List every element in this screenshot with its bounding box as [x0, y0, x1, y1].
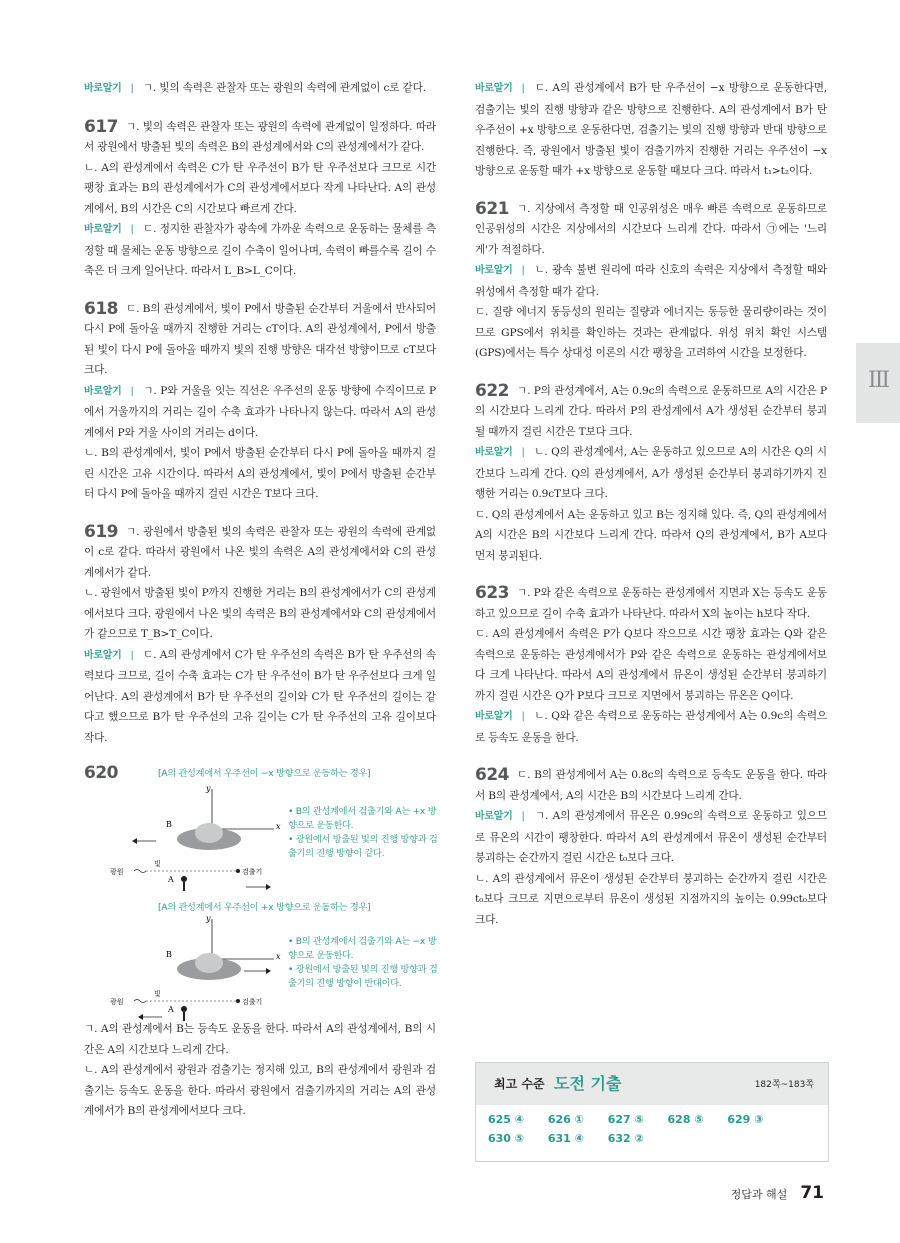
solution-617: 617 ㄱ. 빛의 속력은 관찰자 또는 광원의 속력에 관계없이 일정하다. 따라서 광원에서 방출된 빛의 속력은 B의 관성계에서와 C의 관성계에서가 같다. ㄴ. A의 관성계에서 속력은 C가 탄 우주선이 B가 탄 우주선보다 크므로 시간 팽창 효과는 B의 관성계에서가 C의 관성계에서보다 작게 나타난다. A의 관성계에서, B의 시간은 C의 시간보다 빠르게 간다. 바로알기 | ㄷ. 정지한 관찰자가 광속에 가까운 속력으로 운동하는 물체를 측정할 때 물체는 운동 방향으로 길이 수축이 일어나며, 속력이 빠를수록 길이 수축은 더 크게 일어난다. 따라서 L_B>L_C이다.	[84, 116, 436, 277]
solution-text: ㄴ. 광원에서 방출된 빛이 P까지 진행한 거리는 B의 관성계에서가 C의 관성계에서보다 크다. 광원에서 나온 빛의 속력은 B의 관성계에서와 C의 관성계에서가 같으므로 T_B>T_C이다.	[84, 587, 436, 640]
problem-number: 619	[84, 521, 118, 542]
solution-text: ㄴ. A의 관성계에서 뮤온이 생성된 순간부터 붕괴하는 순간까지 걸린 시간은 t₀보다 크므로 지면으로부터 뮤온이 생성된 지점까지의 높이는 0.99ct₀보다 크다.	[475, 872, 827, 926]
correction-tag: 바로알기	[84, 649, 122, 661]
solution-text: ㄴ. 광속 불변 원리에 따라 신호의 속력은 지상에서 측정할 때와 위성에서 측정할 때가 같다.	[475, 264, 828, 298]
left-column	[84, 78, 436, 1122]
solution-text: ㄷ. Q의 관성계에서 A는 운동하고 있고 B는 정지해 있다. 즉, Q의 관성계에서 A의 시간은 B의 시간보다 느리게 간다. 따라서 Q의 관성계에서, B가 A보다 먼저 붕괴된다.	[475, 508, 827, 562]
observer-b-label: B	[166, 950, 172, 959]
diagram-note	[288, 805, 438, 861]
solution-text: ㄷ. A의 관성계에서 속력은 P가 Q보다 작으므로 시간 팽창 효과는 Q와 같은 속력으로 운동하는 관성계에서가 P와 같은 속력으로 운동하는 관성계에서보다 크게 나타난다. 따라서 A의 관성계에서 뮤온이 생성된 순간부터 붕괴하기까지 걸린 시간은 Q가 P보다 크므로 지면에서 붕괴하는 뮤온은 Q이다.	[475, 628, 827, 702]
solution-text: ㄴ. Q의 관성계에서, A는 운동하고 있으므로 A의 시간은 Q의 시간보다 느리게 간다. Q의 관성계에서, A가 생성된 순간부터 붕괴하기까지 진행한 거리는 0.9cT보다 크다.	[475, 446, 827, 500]
correction-tag: 바로알기	[84, 224, 122, 235]
answer-item: 630 ⑤	[488, 1132, 525, 1145]
solution-text: ㄱ. 빛의 속력은 관찰자 또는 광원의 속력에 관계없이 c로 같다.	[142, 82, 426, 94]
solution-text: ㄱ. A의 관성계에서 B는 등속도 운동을 한다. 따라서 A의 관성계에서, B의 시간은 A의 시간보다 느리게 간다.	[84, 1023, 436, 1056]
answer-item: 628 ⑤	[667, 1113, 704, 1126]
problem-number: 622	[475, 380, 509, 401]
answer-list	[488, 1113, 818, 1151]
answer-item: 632 ②	[607, 1132, 644, 1145]
problem-number: 617	[84, 116, 118, 137]
page-range: 182쪽~183쪽	[754, 1080, 814, 1090]
y-axis-label: y	[206, 914, 211, 923]
answer-box-header	[476, 1063, 828, 1105]
right-column	[475, 78, 827, 945]
solution-text: ㄴ. A의 관성계에서 광원과 검출기는 정지해 있고, B의 관성계에서 광원과 검출기는 등속도 운동을 한다. 따라서 광원에서 검출기까지의 거리는 A의 관성계에서가 B의 관성계에서보다 크다.	[84, 1064, 436, 1117]
solution-618: 618 ㄷ. B의 관성계에서, 빛이 P에서 방출된 순간부터 거울에서 반사되어 다시 P에 돌아올 때까지 진행한 거리는 cT이다. A의 관성계에서, P에서 방출된 빛이 다시 P에 돌아올 때까지 빛의 진행 방향은 대각선 방향이므로 cT보다 크다. 바로알기 | ㄱ. P와 거울을 잇는 직선은 우주선의 운동 방향에 수직이므로 P에서 거울까지의 거리는 길이 수축 효과가 나타나지 않는다. 따라서 A의 관성계에서 P와 거울 사이의 거리는 d이다. ㄴ. B의 관성계에서, 빛이 P에서 방출된 순간부터 다시 P에 돌아올 때까지 걸린 시간은 고유 시간이다. 따라서 A의 관성계에서, 빛이 P에서 방출된 순간부터 다시 P에 돌아올 때까지 걸린 시간은 T보다 크다.	[84, 297, 436, 505]
page-number: 71	[800, 1183, 824, 1203]
correction-tag: 바로알기	[475, 83, 513, 94]
solution-text: ㄱ. 지상에서 측정할 때 인공위성은 매우 빠른 속력으로 운동하므로 인공위성의 시간은 지상에서의 시간보다 느리게 간다. 따라서 ㉠에는 '느리게'가 적절하다.	[475, 202, 827, 256]
solution-624: 624 ㄷ. B의 관성계에서 A는 0.8c의 속력으로 등속도 운동을 한다. 따라서 B의 관성계에서, A의 시간은 B의 시간보다 느리게 간다. 바로알기 | ㄱ. A의 관성계에서 뮤온은 0.99c의 속력으로 운동하고 있으므로 뮤온의 시간이 팽창한다. 따라서 A의 관성계에서 뮤온이 생성된 순간부터 붕괴하는 순간까지 걸린 시간은 t₀보다 크다. ㄴ. A의 관성계에서 뮤온이 생성된 순간부터 붕괴하는 순간까지 걸린 시간은 t₀보다 크므로 지면으로부터 뮤온이 생성된 지점까지의 높이는 0.99ct₀보다 크다.	[475, 763, 827, 930]
observer-a-label: A	[168, 1005, 174, 1014]
page-footer	[731, 1183, 824, 1203]
light-label: 빛	[154, 860, 161, 868]
relativity-diagram	[84, 763, 436, 1019]
light-source-label: 광원	[110, 868, 124, 876]
correction-tag: 바로알기	[475, 711, 513, 722]
solution-text: ㄱ. P와 같은 속력으로 운동하는 관성계에서 지면과 X는 등속도 운동하고 있으므로 길이 수축 효과가 나타난다. 따라서 X의 높이는 h보다 작다.	[475, 587, 827, 620]
challenge-answer-box	[475, 1062, 829, 1162]
diagram-caption: [A의 관성계에서 우주선이 +x 방향으로 운동하는 경우]	[158, 902, 371, 913]
solution-text: ㄷ. 질량 에너지 동등성의 원리는 질량과 에너지는 동등한 물리량이라는 것이므로 GPS에서 위치를 확인하는 것과는 관계없다. 위성 위치 확인 시스템(GPS)에서는 특수 상대성 이론의 시간 팽창을 고려하여 시간을 보정한다.	[475, 306, 827, 359]
solution-text: ㄷ. B의 관성계에서 A는 0.8c의 속력으로 등속도 운동을 한다. 따라서 B의 관성계에서, A의 시간은 B의 시간보다 느리게 간다.	[475, 769, 827, 802]
correction-tag: 바로알기	[84, 385, 122, 397]
solution-text: ㄷ. A의 관성계에서 B가 탄 우주선이 −x 방향으로 운동한다면, 검출기는 빛의 진행 방향과 같은 방향으로 진행한다. A의 관성계에서 B가 탄 우주선이 +x 방향으로 운동한다면, 검출기는 빛의 진행 방향과 반대 방향으로 진행한다. 즉, 광원에서 방출된 빛이 검출기까지 진행한 거리는 우주선이 −x 방향으로 운동할 때가 +x 방향으로 운동할 때보다 크다. 따라서 t₁>t₂이다.	[475, 82, 827, 177]
correction-tag: 바로알기	[475, 265, 513, 276]
solution-text: ㄴ. A의 관성계에서 속력은 C가 탄 우주선이 B가 탄 우주선보다 크므로 시간 팽창 효과는 B의 관성계에서가 C의 관성계에서보다 작게 나타난다. A의 관성계에서, B의 시간은 C의 시간보다 빠르게 간다.	[84, 161, 436, 215]
solution-text: ㄴ. Q와 같은 속력으로 운동하는 관성계에서 A는 0.9c의 속력으로 등속도 운동을 한다.	[475, 710, 828, 744]
solution-text: ㄷ. 정지한 관찰자가 광속에 가까운 속력으로 운동하는 물체를 측정할 때 물체는 운동 방향으로 길이 수축이 일어나며, 속력이 빠를수록 길이 수축은 더 크게 일어난다. 따라서 L_B>L_C이다.	[84, 223, 436, 277]
problem-number: 620	[84, 763, 118, 783]
correction-tag: 바로알기	[475, 811, 513, 822]
solution-619: 619 ㄱ. 광원에서 방출된 빛의 속력은 관찰자 또는 광원의 속력에 관계없이 c로 같다. 따라서 광원에서 나온 빛의 속력은 A의 관성계에서와 C의 관성계에서가 같다. ㄴ. 광원에서 방출된 빛이 P까지 진행한 거리는 B의 관성계에서가 C의 관성계에서보다 크다. 광원에서 나온 빛의 속력은 B의 관성계에서와 C의 관성계에서가 같으므로 T_B>T_C이다. 바로알기 | ㄷ. A의 관성계에서 C가 탄 우주선의 속력은 B가 탄 우주선의 속력보다 크므로, 길이 수축 효과는 C가 탄 우주선이 B가 탄 우주선보다 크게 일어난다. A의 관성계에서 B가 탄 우주선의 길이와 C가 탄 우주선의 길이는 같다고 했으므로 B가 탄 우주선의 고유 길이는 C가 탄 우주선의 고유 길이보다 작다.	[84, 521, 437, 744]
detector-label: 검출기	[242, 998, 263, 1006]
chapter-numeral: III	[868, 368, 889, 393]
note-line: • 광원에서 방출된 빛의 진행 방향과 검출기의 진행 방향이 같다.	[288, 834, 438, 859]
solution-text: ㄱ. 빛의 속력은 관찰자 또는 광원의 속력에 관계없이 일정하다. 따라서 광원에서 방출된 빛의 속력은 B의 관성계에서와 C의 관성계에서가 같다.	[84, 120, 436, 153]
correction-tag: 바로알기	[475, 447, 513, 458]
correction-tag: 바로알기	[84, 83, 122, 94]
diagram-note	[288, 935, 438, 991]
solution-623: 623 ㄱ. P와 같은 속력으로 운동하는 관성계에서 지면과 X는 등속도 운동하고 있으므로 길이 수축 효과가 나타난다. 따라서 X의 높이는 h보다 작다. ㄷ. A의 관성계에서 속력은 P가 Q보다 작으므로 시간 팽창 효과는 Q와 같은 속력으로 운동하는 관성계에서가 P와 같은 속력으로 운동하는 관성계에서보다 크게 나타난다. 따라서 A의 관성계에서 뮤온이 생성된 순간부터 붕괴하기까지 걸린 시간은 Q가 P보다 크므로 지면에서 붕괴하는 뮤온은 Q이다. 바로알기 | ㄴ. Q와 같은 속력으로 운동하는 관성계에서 A는 0.9c의 속력으로 등속도 운동을 한다.	[475, 583, 828, 744]
diagram-caption: [A의 관성계에서 우주선이 −x 방향으로 운동하는 경우]	[158, 768, 371, 779]
answer-item: 625 ④	[488, 1113, 525, 1126]
solution-text: ㄱ. P와 거울을 잇는 직선은 우주선의 운동 방향에 수직이므로 P에서 거울까지의 거리는 길이 수축 효과가 나타나지 않는다. 따라서 A의 관성계에서 P와 거울 사이의 거리는 d이다.	[84, 384, 436, 439]
x-axis-label: x	[276, 822, 281, 831]
light-label: 빛	[154, 990, 161, 998]
solution-text: ㄱ. 광원에서 방출된 빛의 속력은 관찰자 또는 광원의 속력에 관계없이 c로 같다. 따라서 광원에서 나온 빛의 속력은 A의 관성계에서와 C의 관성계에서가 같다.	[84, 525, 436, 579]
problem-number: 618	[84, 298, 118, 319]
solution-text: ㄷ. A의 관성계에서 C가 탄 우주선의 속력은 B가 탄 우주선의 속력보다 크므로, 길이 수축 효과는 C가 탄 우주선이 B가 탄 우주선보다 크게 일어난다. A의 관성계에서 B가 탄 우주선의 길이와 C가 탄 우주선의 길이는 같다고 했으므로 B가 탄 우주선의 고유 길이는 C가 탄 우주선의 고유 길이보다 작다.	[84, 648, 437, 744]
answer-item: 627 ⑤	[607, 1113, 644, 1126]
solution-620-tail: 바로알기 | ㄷ. A의 관성계에서 B가 탄 우주선이 −x 방향으로 운동한다면, 검출기는 빛의 진행 방향과 같은 방향으로 진행한다. A의 관성계에서 B가 탄 우주선이 +x 방향으로 운동한다면, 검출기는 빛의 진행 방향과 반대 방향으로 진행한다. 즉, 광원에서 방출된 빛이 검출기까지 진행한 거리는 우주선이 −x 방향으로 운동할 때가 +x 방향으로 운동할 때보다 크다. 따라서 t₁>t₂이다.	[475, 82, 827, 177]
difficulty-level: 최고 수준	[494, 1077, 545, 1091]
observer-a-label: A	[168, 875, 174, 884]
solution-text: ㄱ. A의 관성계에서 뮤온은 0.99c의 속력으로 운동하고 있으므로 뮤온의 시간이 팽창한다. 따라서 A의 관성계에서 뮤온이 생성된 순간부터 붕괴하는 순간까지 걸린 시간은 t₀보다 크다.	[475, 810, 828, 864]
footer-label: 정답과 해설	[730, 1188, 788, 1201]
solution-text: ㄷ. B의 관성계에서, 빛이 P에서 방출된 순간부터 거울에서 반사되어 다시 P에 돌아올 때까지 진행한 거리는 cT이다. A의 관성계에서, P에서 방출된 빛이 다시 P에 돌아올 때까지 빛의 진행 방향은 대각선 방향이므로 cT보다 크다.	[84, 302, 436, 376]
note-line: • B의 관성계에서 검출기와 A는 −x 방향으로 운동한다.	[288, 936, 437, 961]
problem-number: 624	[475, 765, 509, 785]
solution-621: 621 ㄱ. 지상에서 측정할 때 인공위성은 매우 빠른 속력으로 운동하므로 인공위성의 시간은 지상에서의 시간보다 느리게 간다. 따라서 ㉠에는 '느리게'가 적절하다. 바로알기 | ㄴ. 광속 불변 원리에 따라 신호의 속력은 지상에서 측정할 때와 위성에서 측정할 때가 같다. ㄷ. 질량 에너지 동등성의 원리는 질량과 에너지는 동등한 물리량이라는 것이므로 GPS에서 위치를 확인하는 것과는 관계없다. 위성 위치 확인 시스템(GPS)에서는 특수 상대성 이론의 시간 팽창을 고려하여 시간을 보정한다.	[475, 197, 827, 364]
solution-616-tail: 바로알기 | ㄱ. 빛의 속력은 관찰자 또는 광원의 속력에 관계없이 c로 같다.	[84, 82, 426, 94]
answer-item: 626 ①	[547, 1113, 584, 1126]
solution-text: ㄴ. B의 관성계에서, 빛이 P에서 방출된 순간부터 다시 P에 돌아올 때까지 걸린 시간은 고유 시간이다. 따라서 A의 관성계에서, 빛이 P에서 방출된 순간부터 다시 P에 돌아올 때까지 걸린 시간은 T보다 크다.	[84, 447, 436, 500]
solution-620	[84, 763, 436, 1122]
note-line: • 광원에서 방출된 빛의 진행 방향과 검출기의 진행 방향이 반대이다.	[288, 964, 438, 989]
diagram-1	[104, 781, 304, 891]
problem-number: 623	[475, 583, 509, 603]
answer-box-title: 도전 기출	[554, 1074, 622, 1093]
problem-number: 621	[475, 198, 509, 219]
solution-622: 622 ㄱ. P의 관성계에서, A는 0.9c의 속력으로 운동하므로 A의 시간은 P의 시간보다 느리게 간다. 따라서 P의 관성계에서 A가 생성된 순간부터 붕괴될 때까지 걸린 시간은 T보다 크다. 바로알기 | ㄴ. Q의 관성계에서, A는 운동하고 있으므로 A의 시간은 Q의 시간보다 느리게 간다. Q의 관성계에서, A가 생성된 순간부터 붕괴하기까지 진행한 거리는 0.9cT보다 크다. ㄷ. Q의 관성계에서 A는 운동하고 있고 B는 정지해 있다. 즉, Q의 관성계에서 A의 시간은 B의 시간보다 느리게 간다. 따라서 Q의 관성계에서, B가 A보다 먼저 붕괴된다.	[475, 379, 827, 567]
answer-item: 631 ④	[547, 1132, 584, 1145]
diagram-2	[104, 911, 304, 1021]
chapter-tab	[856, 343, 900, 423]
light-source-label: 광원	[110, 998, 124, 1006]
y-axis-label: y	[206, 784, 211, 793]
x-axis-label: x	[276, 952, 281, 961]
detector-label: 검출기	[242, 868, 263, 876]
answer-item: 629 ③	[727, 1113, 764, 1126]
note-line: • B의 관성계에서 검출기와 A는 +x 방향으로 운동한다.	[288, 806, 437, 831]
solution-text: ㄱ. P의 관성계에서, A는 0.9c의 속력으로 운동하므로 A의 시간은 P의 시간보다 느리게 간다. 따라서 P의 관성계에서 A가 생성된 순간부터 붕괴될 때까지 걸린 시간은 T보다 크다.	[475, 384, 827, 438]
observer-b-label: B	[166, 820, 172, 829]
